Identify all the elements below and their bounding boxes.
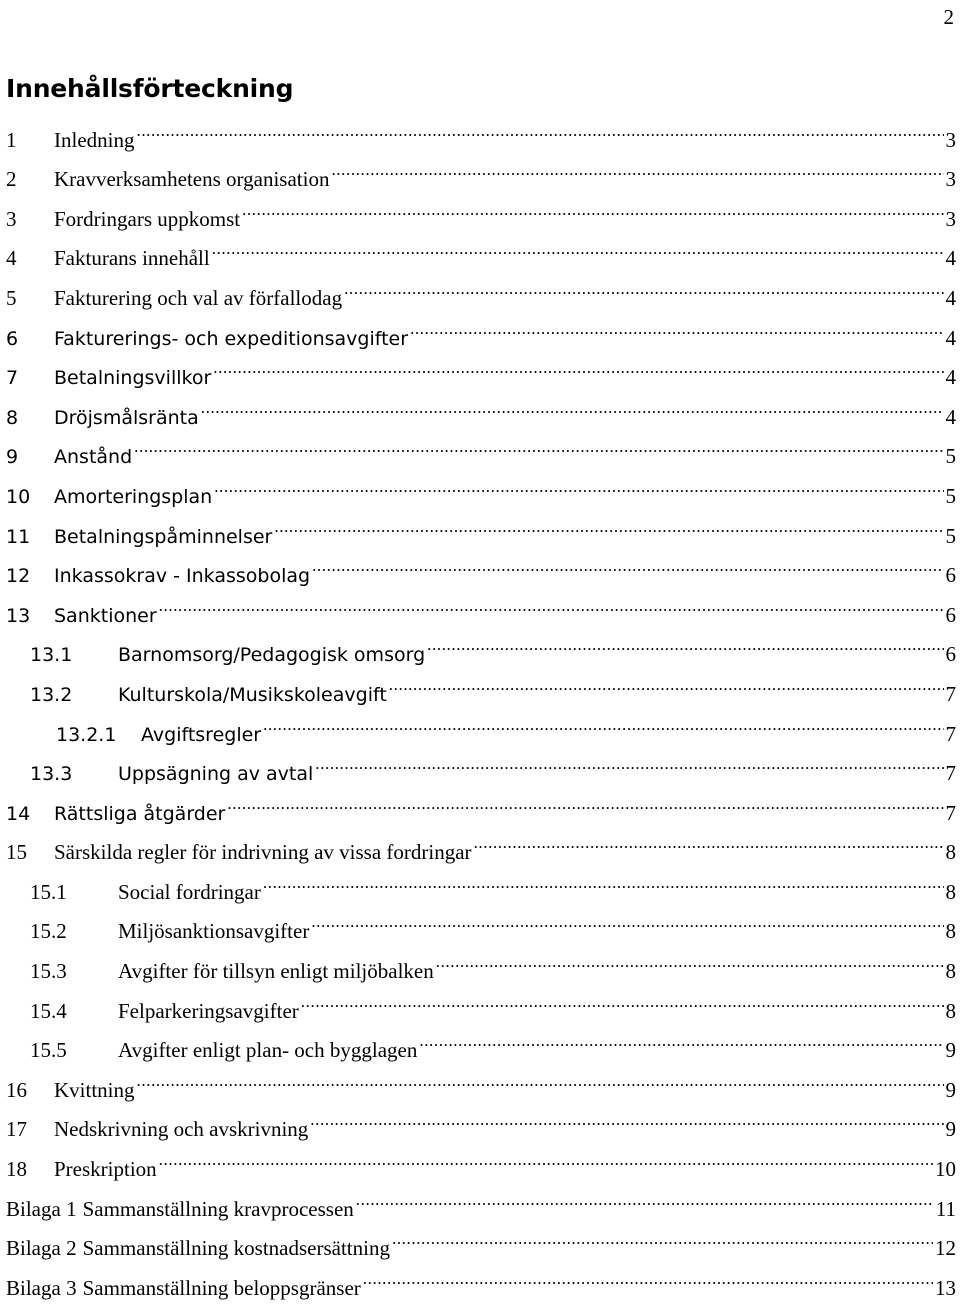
toc-entry-number: 17: [6, 1117, 27, 1142]
toc-entry-page: 9: [945, 1117, 956, 1142]
toc-entry[interactable]: [6, 463, 956, 508]
toc-entry-title: Fordringars uppkomst: [54, 206, 241, 231]
toc-entry-page: 7: [945, 681, 956, 706]
toc-entry-number: 8: [6, 406, 19, 429]
dot-leader: [356, 1176, 934, 1216]
toc-entry-title: Betalningspåminnelser: [54, 525, 273, 548]
toc-entry-title: Barnomsorg/Pedagogisk omsorg: [118, 644, 426, 667]
toc-entry-title: Kvittning: [54, 1077, 135, 1102]
toc-entry-page: 11: [935, 1196, 956, 1221]
toc-entry-page: 8: [945, 840, 956, 865]
toc-entry-number: 15.4: [30, 998, 67, 1023]
dot-leader: [331, 147, 943, 187]
toc-entry-number: Bilaga 3: [6, 1275, 77, 1300]
toc-entry-title: Kulturskola/Musikskoleavgift: [118, 683, 387, 706]
toc-entry-page: 8: [945, 959, 956, 984]
toc-entry-title: Särskilda regler för indrivning av vissa fordringar: [54, 840, 472, 865]
toc-entry-page: 4: [945, 285, 956, 310]
dot-leader: [213, 345, 943, 385]
toc-entry-number: 15.2: [30, 919, 67, 944]
toc-entry-number: 11: [6, 525, 31, 548]
dot-leader: [136, 107, 943, 147]
toc-entry-page: 4: [945, 365, 956, 390]
toc-entry-number: Bilaga 1: [6, 1196, 77, 1221]
toc-entry-page: 5: [945, 483, 956, 508]
toc-entry-number: 15: [6, 840, 27, 865]
toc-entry-title: Sammanställning kravprocessen: [82, 1196, 354, 1221]
toc-entry-title: Dröjsmålsränta: [54, 406, 199, 429]
table-of-contents: [6, 107, 956, 1300]
dot-leader: [263, 701, 943, 741]
toc-entry-number: 3: [6, 206, 17, 231]
dot-leader: [419, 1018, 943, 1058]
toc-entry-page: 7: [945, 721, 956, 746]
toc-entry-number: 13.2: [30, 683, 73, 706]
dot-leader: [242, 186, 943, 226]
toc-entry-page: 5: [945, 523, 956, 548]
toc-entry[interactable]: [6, 107, 956, 152]
toc-entry-number: 6: [6, 327, 19, 350]
dot-leader: [389, 661, 944, 701]
toc-entry-page: 13: [935, 1275, 956, 1300]
toc-entry-number: 5: [6, 285, 17, 310]
toc-entry-page: 12: [935, 1236, 956, 1261]
toc-entry-title: Social fordringar: [118, 879, 261, 904]
toc-entry-number: 16: [6, 1077, 27, 1102]
toc-entry-title: Anstånd: [54, 446, 133, 469]
dot-leader: [410, 305, 943, 345]
toc-entry-page: 6: [945, 602, 956, 627]
toc-entry-number: 1: [6, 127, 17, 152]
toc-entry-title: Fakturerings- och expeditionsavgifter: [54, 327, 409, 350]
dot-leader: [263, 859, 944, 899]
dot-leader: [159, 582, 944, 622]
toc-entry[interactable]: [6, 147, 956, 192]
dot-leader: [312, 543, 943, 583]
dot-leader: [474, 820, 944, 860]
toc-entry-number: 15.5: [30, 1038, 67, 1063]
toc-entry-title: Avgifter enligt plan- och bygglagen: [118, 1038, 418, 1063]
dot-leader: [274, 503, 943, 543]
toc-entry-page: 3: [945, 167, 956, 192]
toc-entry-page: 7: [945, 761, 956, 786]
dot-leader: [392, 1216, 933, 1256]
toc-entry[interactable]: [6, 1057, 956, 1102]
toc-entry-page: 8: [945, 919, 956, 944]
dot-leader: [212, 226, 944, 266]
toc-entry-title: Sanktioner: [54, 604, 157, 627]
toc-entry-title: Sammanställning beloppsgränser: [82, 1275, 361, 1300]
toc-entry-number: Bilaga 2: [6, 1236, 77, 1261]
dot-leader: [311, 899, 943, 939]
toc-entry-page: 9: [945, 1077, 956, 1102]
toc-entry-page: 4: [945, 246, 956, 271]
dot-leader: [315, 741, 943, 781]
toc-entry-title: Nedskrivning och avskrivning: [54, 1117, 309, 1142]
toc-entry-page: 8: [945, 998, 956, 1023]
toc-entry-page: 3: [945, 127, 956, 152]
dot-leader: [214, 463, 943, 503]
toc-entry-number: 13.3: [30, 763, 73, 786]
toc-entry-number: 14: [6, 802, 31, 825]
toc-entry-number: 13.2.1: [56, 723, 117, 746]
toc-entry-number: 2: [6, 167, 17, 192]
toc-entry-title: Avgifter för tillsyn enligt miljöbalken: [118, 959, 434, 984]
toc-entry-title: Betalningsvillkor: [54, 367, 212, 390]
toc-entry-page: 10: [935, 1157, 956, 1182]
toc-entry-page: 4: [945, 404, 956, 429]
toc-entry-page: 6: [945, 642, 956, 667]
toc-entry[interactable]: [6, 1097, 956, 1142]
toc-entry-title: Kravverksamhetens organisation: [54, 167, 330, 192]
dot-leader: [344, 265, 943, 305]
dot-leader: [363, 1255, 933, 1295]
toc-entry-page: 7: [945, 800, 956, 825]
toc-entry-page: 5: [945, 444, 956, 469]
dot-leader: [301, 978, 944, 1018]
toc-entry-title: Avgiftsregler: [141, 723, 262, 746]
dot-leader: [310, 1097, 943, 1137]
toc-entry-title: Rättsliga åtgärder: [54, 802, 226, 825]
toc-entry-number: 13: [6, 604, 31, 627]
toc-entry-page: 4: [945, 325, 956, 350]
toc-entry-title: Fakturans innehåll: [54, 246, 210, 271]
dot-leader: [436, 938, 944, 978]
dot-leader: [227, 780, 943, 820]
dot-leader: [201, 384, 944, 424]
toc-entry-number: 10: [6, 485, 31, 508]
toc-title: Innehållsförteckning: [6, 74, 294, 103]
toc-entry-page: 3: [945, 206, 956, 231]
toc-entry-title: Amorteringsplan: [54, 485, 213, 508]
toc-entry-number: 13.1: [30, 644, 73, 667]
toc-entry-number: 12: [6, 565, 31, 588]
toc-entry-title: Inkassokrav - Inkassobolag: [54, 565, 311, 588]
toc-entry-number: 15.3: [30, 959, 67, 984]
toc-entry-title: Uppsägning av avtal: [118, 763, 314, 786]
toc-entry-title: Miljösanktionsavgifter: [118, 919, 310, 944]
toc-entry-number: 9: [6, 446, 19, 469]
toc-entry-number: 7: [6, 367, 19, 390]
page-number: 2: [943, 5, 954, 29]
toc-entry-number: 4: [6, 246, 17, 271]
toc-entry-page: 6: [945, 563, 956, 588]
dot-leader: [427, 622, 943, 662]
toc-entry-title: Preskription: [54, 1157, 157, 1182]
toc-entry-title: Fakturering och val av förfallodag: [54, 285, 343, 310]
toc-entry-title: Inledning: [54, 127, 135, 152]
toc-entry-title: Felparkeringsavgifter: [118, 998, 299, 1023]
dot-leader: [159, 1136, 933, 1176]
toc-entry-page: 8: [945, 879, 956, 904]
toc-entry-number: 15.1: [30, 879, 67, 904]
toc-entry[interactable]: [6, 424, 956, 469]
toc-entry-page: 9: [945, 1038, 956, 1063]
toc-entry-title: Sammanställning kostnadsersättning: [82, 1236, 390, 1261]
toc-entry-number: 18: [6, 1157, 27, 1182]
dot-leader: [137, 1057, 944, 1097]
dot-leader: [134, 424, 943, 464]
